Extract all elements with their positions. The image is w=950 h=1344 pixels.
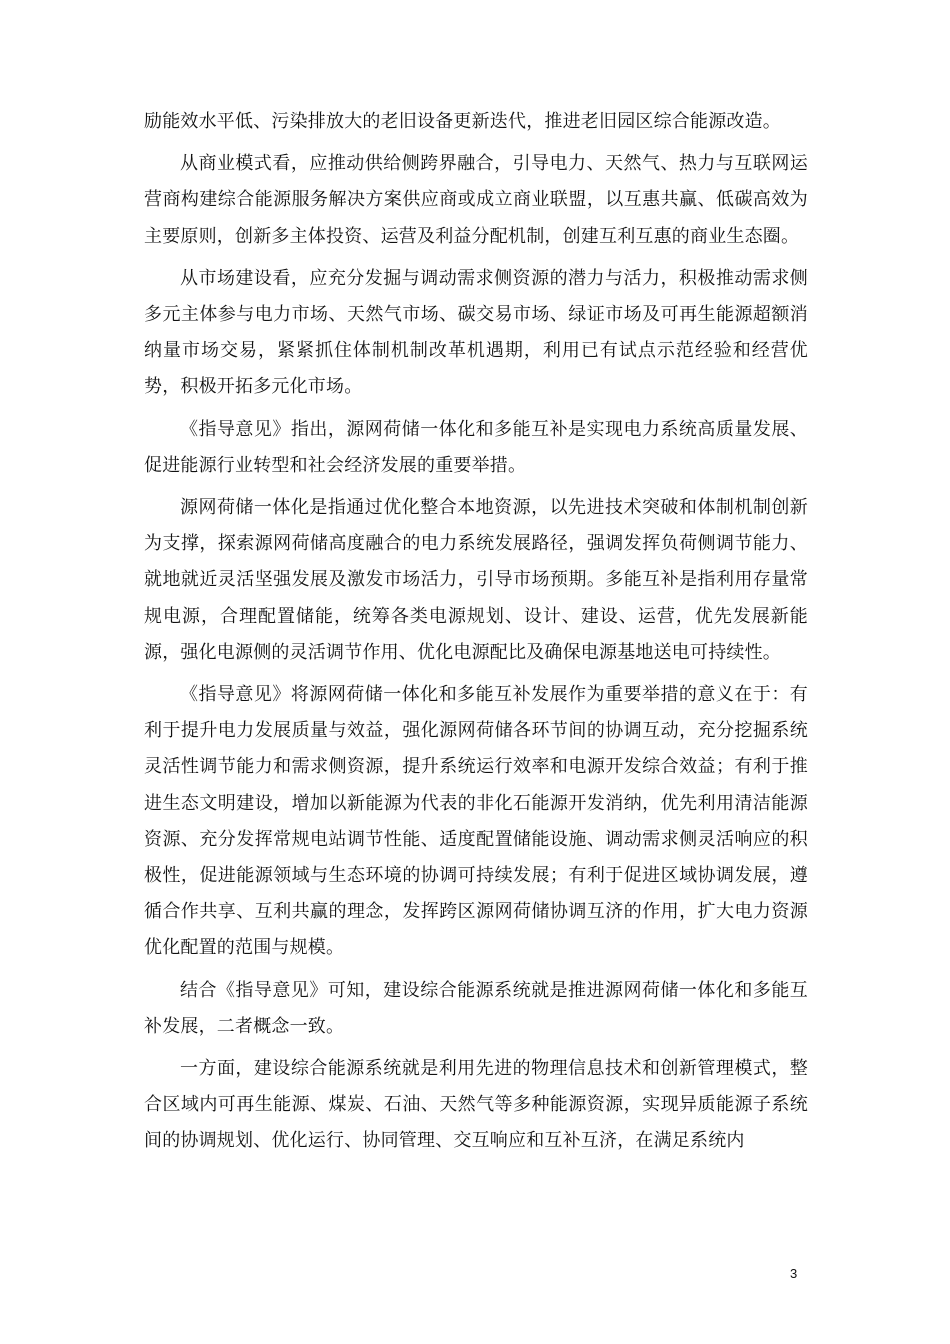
paragraph-6: 《指导意见》将源网荷储一体化和多能互补发展作为重要举措的意义在于：有利于提升电力发展质量与效益，强化源网荷储各环节间的协调互动，充分挖掘系统灵活性调节能力和需求侧资源，提升系统运行效率和电源开发综合效益；有利于推进生态文明建设，增加以新能源为代表的非化石能源开发消纳，优先利用清洁能源资源、充分发挥常规电站调节性能、适度配置储能设施、调动需求侧灵活响应的积极性，促进能源领域与生态环境的协调可持续发展；有利于促进区域协调发展，遵循合作共享、互利共赢的理念，发挥跨区源网荷储协调互济的作用，扩大电力资源优化配置的范围与规模。: [144, 684, 808, 959]
paragraph-8: 一方面，建设综合能源系统就是利用先进的物理信息技术和创新管理模式，整合区域内可再生能源、煤炭、石油、天然气等多种能源资源，实现异质能源子系统间的协调规划、优化运行、协同管理、交互响应和互补互济，在满足系统内: [144, 1058, 808, 1152]
paragraph-1: 励能效水平低、污染排放大的老旧设备更新迭代，推进老旧园区综合能源改造。: [144, 111, 781, 132]
paragraph-5: 源网荷储一体化是指通过优化整合本地资源，以先进技术突破和体制机制创新为支撑，探索源网荷储高度融合的电力系统发展路径，强调发挥负荷侧调节能力、就地就近灵活坚强发展及激发市场活力，引导市场预期。多能互补是指利用存量常规电源，合理配置储能，统筹各类电源规划、设计、建设、运营，优先发展新能源，强化电源侧的灵活调节作用、优化电源配比及确保电源基地送电可持续性。: [144, 497, 808, 663]
page-number: 3: [790, 1266, 798, 1281]
paragraph-4: 《指导意见》指出，源网荷储一体化和多能互补是实现电力系统高质量发展、促进能源行业转型和社会经济发展的重要举措。: [144, 418, 808, 476]
document-body: [144, 104, 808, 1166]
paragraph-7: 结合《指导意见》可知，建设综合能源系统就是推进源网荷储一体化和多能互补发展，二者概念一致。: [144, 979, 808, 1037]
paragraph-3: 从市场建设看，应充分发掘与调动需求侧资源的潜力与活力，积极推动需求侧多元主体参与电力市场、天然气市场、碳交易市场、绿证市场及可再生能源超额消纳量市场交易，紧紧抓住体制机制改革机遇期，利用已有试点示范经验和经营优势，积极开拓多元化市场。: [144, 267, 808, 398]
paragraph-2: 从商业模式看，应推动供给侧跨界融合，引导电力、天然气、热力与互联网运营商构建综合能源服务解决方案供应商或成立商业联盟，以互惠共赢、低碳高效为主要原则，创新多主体投资、运营及利益分配机制，创建互利互惠的商业生态圈。: [144, 153, 808, 247]
